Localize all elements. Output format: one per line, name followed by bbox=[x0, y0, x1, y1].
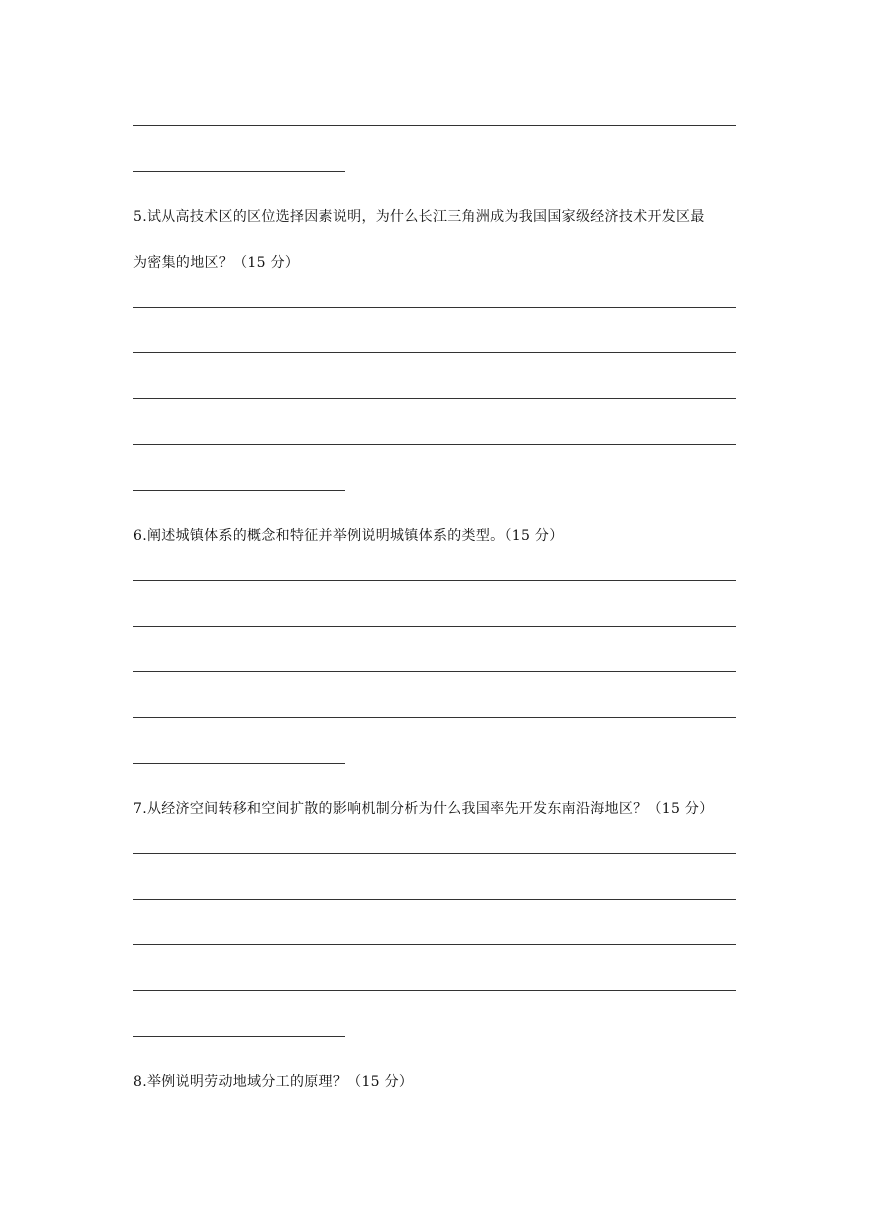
answer-line-short bbox=[133, 763, 345, 764]
answer-line bbox=[133, 853, 736, 854]
answer-line bbox=[133, 990, 736, 991]
answer-line bbox=[133, 352, 736, 353]
answer-line bbox=[133, 125, 736, 126]
answer-line-short bbox=[133, 490, 345, 491]
answer-line bbox=[133, 944, 736, 945]
answer-line bbox=[133, 671, 736, 672]
answer-line bbox=[133, 580, 736, 581]
question-8-text: 8.举例说明劳动地域分工的原理？（15 分） bbox=[133, 1074, 414, 1090]
answer-line-short bbox=[133, 171, 345, 172]
answer-line bbox=[133, 398, 736, 399]
question-5-text-line2: 为密集的地区？（15 分） bbox=[133, 255, 300, 271]
question-7-text: 7.从经济空间转移和空间扩散的影响机制分析为什么我国率先开发东南沿海地区？（15 分） bbox=[133, 801, 714, 817]
answer-line bbox=[133, 444, 736, 445]
question-5-text-line1: 5.试从高技术区的区位选择因素说明，为什么长江三角洲成为我国国家级经济技术开发区最 bbox=[133, 209, 705, 225]
answer-line bbox=[133, 307, 736, 308]
answer-line bbox=[133, 899, 736, 900]
answer-line bbox=[133, 717, 736, 718]
answer-line bbox=[133, 626, 736, 627]
question-6-text: 6.阐述城镇体系的概念和特征并举例说明城镇体系的类型。（15 分） bbox=[133, 528, 564, 544]
answer-line-short bbox=[133, 1036, 345, 1037]
